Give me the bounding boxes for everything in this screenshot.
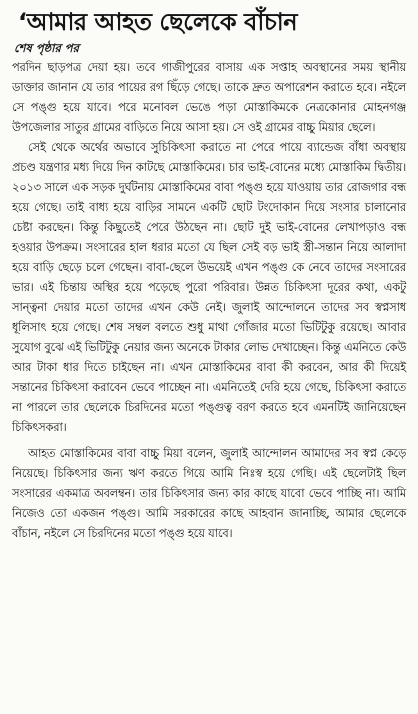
article-headline: ‘আমার আহত ছেলেকে বাঁচান bbox=[18, 8, 298, 36]
continued-from-label: শেষ পৃষ্ঠার পর bbox=[14, 41, 79, 55]
article-paragraph-3: আহত মোস্তাকিমের বাবা বাচ্চু মিয়া বলেন, জুলাই আন্দোলন আমাদের সব স্বপ্ন কেড়ে নিয়েছে। চিকিৎসার জন্য ঋণ করতে গিয়ে আমি নিঃস্ব হয়ে গেছি। এই ছেলেটাই ছিল সংসারের একমাত্র অবলম্বন। তার চিকিৎসার জন্য কার কাছে যাবো ভেবে পাচ্ছি না। আমি নিজেও তো একজন পঙ্গু। আমি সরকারের কাছে আহবান জানাচ্ছি, আমার ছেলেকে বাঁচান, নইলে সে চিরদিনের মতো পঙ্গু হয়ে যাবে। bbox=[12, 446, 406, 540]
article-paragraph-2: সেই থেকে অর্থের অভাবে সুচিকিৎসা করাতে না পেরে পায়ে ব্যান্ডেজ বাঁধা অবস্থায় প্রচণ্ড যন্ত্রণার মধ্য দিয়ে দিন কাটছে মোস্তাকিমের। চার ভাই-বোনের মধ্যে মোস্তাকিম দ্বিতীয়। ২০১৩ সালে এক সড়ক দুর্ঘটনায় মোস্তাকিমের বাবা পঙ্গু হয়ে যাওয়ায় তার রোজগার বন্ধ হয়ে গেছে। তাই বাধ্য হয়ে বাড়ির সামনে একটি ছোট টংদোকান দিয়ে সংসার চালানোর চেষ্টা করছেন। কিন্তু কিছুতেই পেরে উঠছেন না। ছোট দুই ভাই-বোনের লেখাপড়াও বন্ধ হওয়ার উপক্রম। সংসারের হাল ধরার মতো যে ছিল সেই বড় ভাই স্ত্রী-সন্তান নিয়ে আলাদা হয়ে বাড়ি ছেড়ে চলে গেছেন। বাবা-ছেলে উভয়েই এখন পঙ্গু কে নেবে তাদের সংসারের ভার। এই চিন্তায় অস্থির হয়ে পড়েছে পুরো পরিবার। উন্নত চিকিৎসা দূরের কথা, একটু সান্ত্বনা দেয়ার মতো তাদের এখন কেউ নেই। জুলাই আন্দোলনে তাদের সব স্বপ্নসাধ ধূলিসাৎ হয়ে গেছে। শেষ সম্বল বলতে শুধু মাথা গোঁজার মতো ভিটিটুকু রয়েছে। আবার সুযোগ বুঝে এই ভিটিটুকু নেয়ার জন্য অনেকে টাকার লোভ দেখাচ্ছেন। কিন্তু এমনিতে কেউ আর টাকা ধার দিতে চাইছেন না। এখন মোস্তাকিমের বাবা কী করবেন, আর কী দিয়েই সন্তানের চিকিৎসা করাবেন ভেবে পাচ্ছেন না। এমনিতেই দেরি হয়ে গেছে, চিকিৎসা করাতে না পারলে তার ছেলেকে চিরদিনের মতো পঙ্গুত্ব বরণ করতে হবে এমনটিই জানিয়েছেন চিকিৎসকরা। bbox=[12, 140, 406, 434]
article-paragraph-1: পরদিন ছাড়পত্র দেয়া হয়। তবে গাজীপুরের বাসায় এক সপ্তাহ অবস্থানের সময় স্থানীয় ডাক্তার জানান যে তার পায়ের রগ ছিঁড়ে গেছে। তাকে দ্রুত অপারেশন করাতে হবে। নইলে সে পঙ্গু হয়ে যাবে। পরে মনোবল ভেঙে পড়া মোস্তাকিমকে নেত্রকোনার মোহনগঞ্জ উপজেলার সাতুর গ্রামের বাড়িতে নিয়ে আসা হয়। সে ওই গ্রামের বাচ্চু মিয়ার ছেলে। bbox=[12, 60, 406, 134]
